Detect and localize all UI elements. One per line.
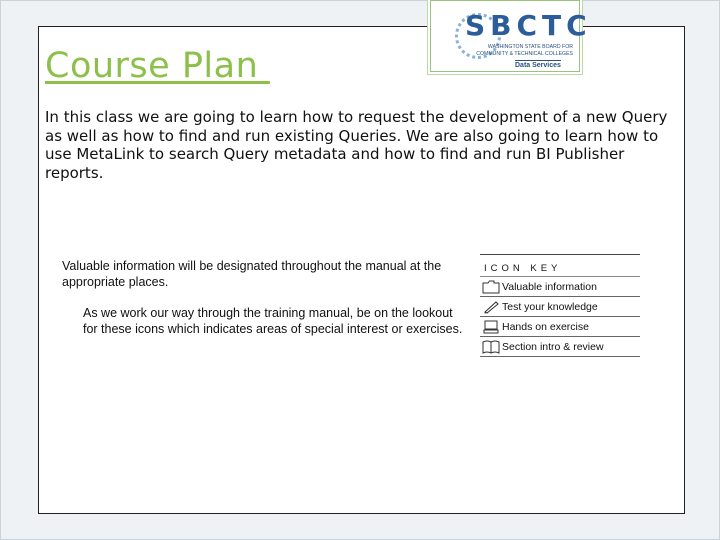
pencil-icon: [480, 300, 502, 314]
logo-line-1: WASHINGTON STATE BOARD FOR: [487, 44, 573, 50]
icon-key-title: ICON KEY: [480, 254, 640, 277]
icon-key-row: [480, 337, 640, 357]
icon-key-label: Test your knowledge: [502, 300, 598, 313]
logo-division: Data Services: [515, 62, 561, 69]
folder-icon: [480, 280, 502, 294]
logo-line-2: COMMUNITY & TECHNICAL COLLEGES: [476, 51, 573, 57]
logo-name: SBCTC: [465, 9, 592, 42]
icon-key-row: [480, 277, 640, 297]
sbctc-logo: [430, 0, 592, 72]
book-icon: [480, 340, 502, 354]
icon-key-label: Hands on exercise: [502, 320, 589, 333]
computer-icon: [480, 320, 502, 334]
valuable-info-note: Valuable information will be designated throughout the manual at the appropriate places.: [62, 259, 442, 289]
icon-key-row: [480, 317, 640, 337]
icon-key: [480, 254, 640, 357]
intro-paragraph: In this class we are going to learn how to request the development of a new Query as well as how to find and run existing Queries. We are also going to learn how to use MetaLink to search Query metadata and how to find and run BI Publisher reports.: [45, 108, 668, 182]
icon-key-label: Section intro & review: [502, 340, 604, 353]
icons-lookout-note: As we work our way through the training manual, be on the lookout for these icons which indicates areas of special interest or exercises.: [83, 306, 463, 336]
slide-title: Course Plan: [45, 46, 270, 86]
icon-key-row: [480, 297, 640, 317]
icon-key-label: Valuable information: [502, 280, 597, 293]
